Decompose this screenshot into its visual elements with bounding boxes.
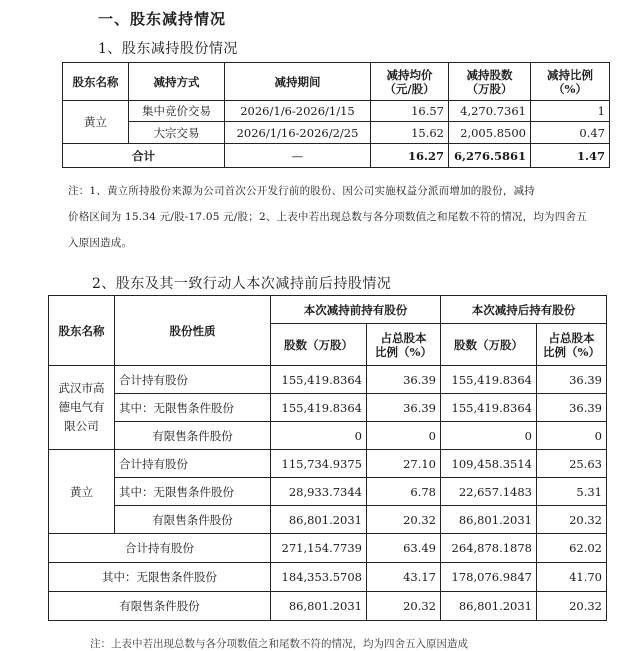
note-line-3: 入原因造成。: [68, 237, 133, 249]
subsection-title-2: 2、股东及其一致行动人本次减持前后持股情况: [92, 276, 392, 292]
table-row: 黄立 合计持有股份 115,734.9375 27.10 109,458.3514 25.63: [49, 450, 607, 478]
table-row: 大宗交易 2026/1/16-2026/2/25 15.62 2,005.8500 0.47: [63, 122, 610, 144]
note-line-1: 注：1、黄立所持股份来源为公司首次公开发行前的股份、因公司实施权益分派而增加的股份，减持: [68, 185, 535, 197]
total-row: 有限售条件股份 86,801.2031 20.32 86,801.2031 20.32: [49, 592, 607, 621]
header-ratio: 减持比例 （%）: [531, 63, 610, 101]
table-header-row: [49, 296, 607, 324]
table-row: 有限售条件股份 86,801.2031 20.32 86,801.2031 20.32: [49, 506, 607, 534]
reduction-table: [62, 62, 610, 168]
header-period: 减持期间: [225, 63, 371, 101]
header-method: 减持方式: [129, 63, 225, 101]
table-header-row: [63, 63, 610, 101]
table-subheader-row: 股数（万股） 占总股本 比例（%） 股数（万股） 占总股本 比例（%）: [49, 324, 607, 366]
table-row: 武汉市高 德电气有 限公司 合计持有股份 155,419.8364 36.39 155,419.8364 36.39: [49, 366, 607, 394]
table-row: 有限售条件股份 0 0 0 0: [49, 422, 607, 450]
holder-name: 黄立: [49, 450, 115, 534]
total-row: 合计 — 16.27 6,276.5861 1.47: [63, 144, 610, 168]
total-row: 合计持有股份 271,154.7739 63.49 264,878.1878 62.02: [49, 534, 607, 563]
total-row: 其中：无限售条件股份 184,353.5708 43.17 178,076.9847 41.70: [49, 563, 607, 592]
header-holder: 股东名称: [63, 63, 129, 101]
header-after: 本次减持后持有股份: [441, 296, 607, 324]
header-holder: 股东名称: [49, 296, 115, 366]
subsection-title-1: 1、股东减持股份情况: [98, 41, 238, 57]
table-row: 黄立 集中竞价交易 2026/1/6-2026/1/15 16.57 4,270.7361 1: [63, 101, 610, 122]
bottom-note: 注：上表中若出现总数与各分项数值之和尾数不符的情况，均为四舍五入原因造成: [90, 638, 468, 650]
table-row: 其中：无限售条件股份 155,419.8364 36.39 155,419.8364 36.39: [49, 394, 607, 422]
table-row: 其中：无限售条件股份 28,933.7344 6.78 22,657.1483 5.31: [49, 478, 607, 506]
section-title: 一、股东减持情况: [98, 10, 227, 28]
header-shares: 减持股数 （万股）: [449, 63, 531, 101]
header-share-type: 股份性质: [115, 296, 271, 366]
holdings-table: [48, 295, 607, 621]
holder-name: 黄立: [63, 101, 129, 144]
header-before: 本次减持前持有股份: [271, 296, 441, 324]
holder-name: 武汉市高 德电气有 限公司: [49, 366, 115, 450]
header-avg-price: 减持均价 （元/股）: [371, 63, 449, 101]
note-line-2: 价格区间为 15.34 元/股-17.05 元/股；2、上表中若出现总数与各分项数值之和尾数不符的情况，均为四舍五: [68, 211, 587, 223]
